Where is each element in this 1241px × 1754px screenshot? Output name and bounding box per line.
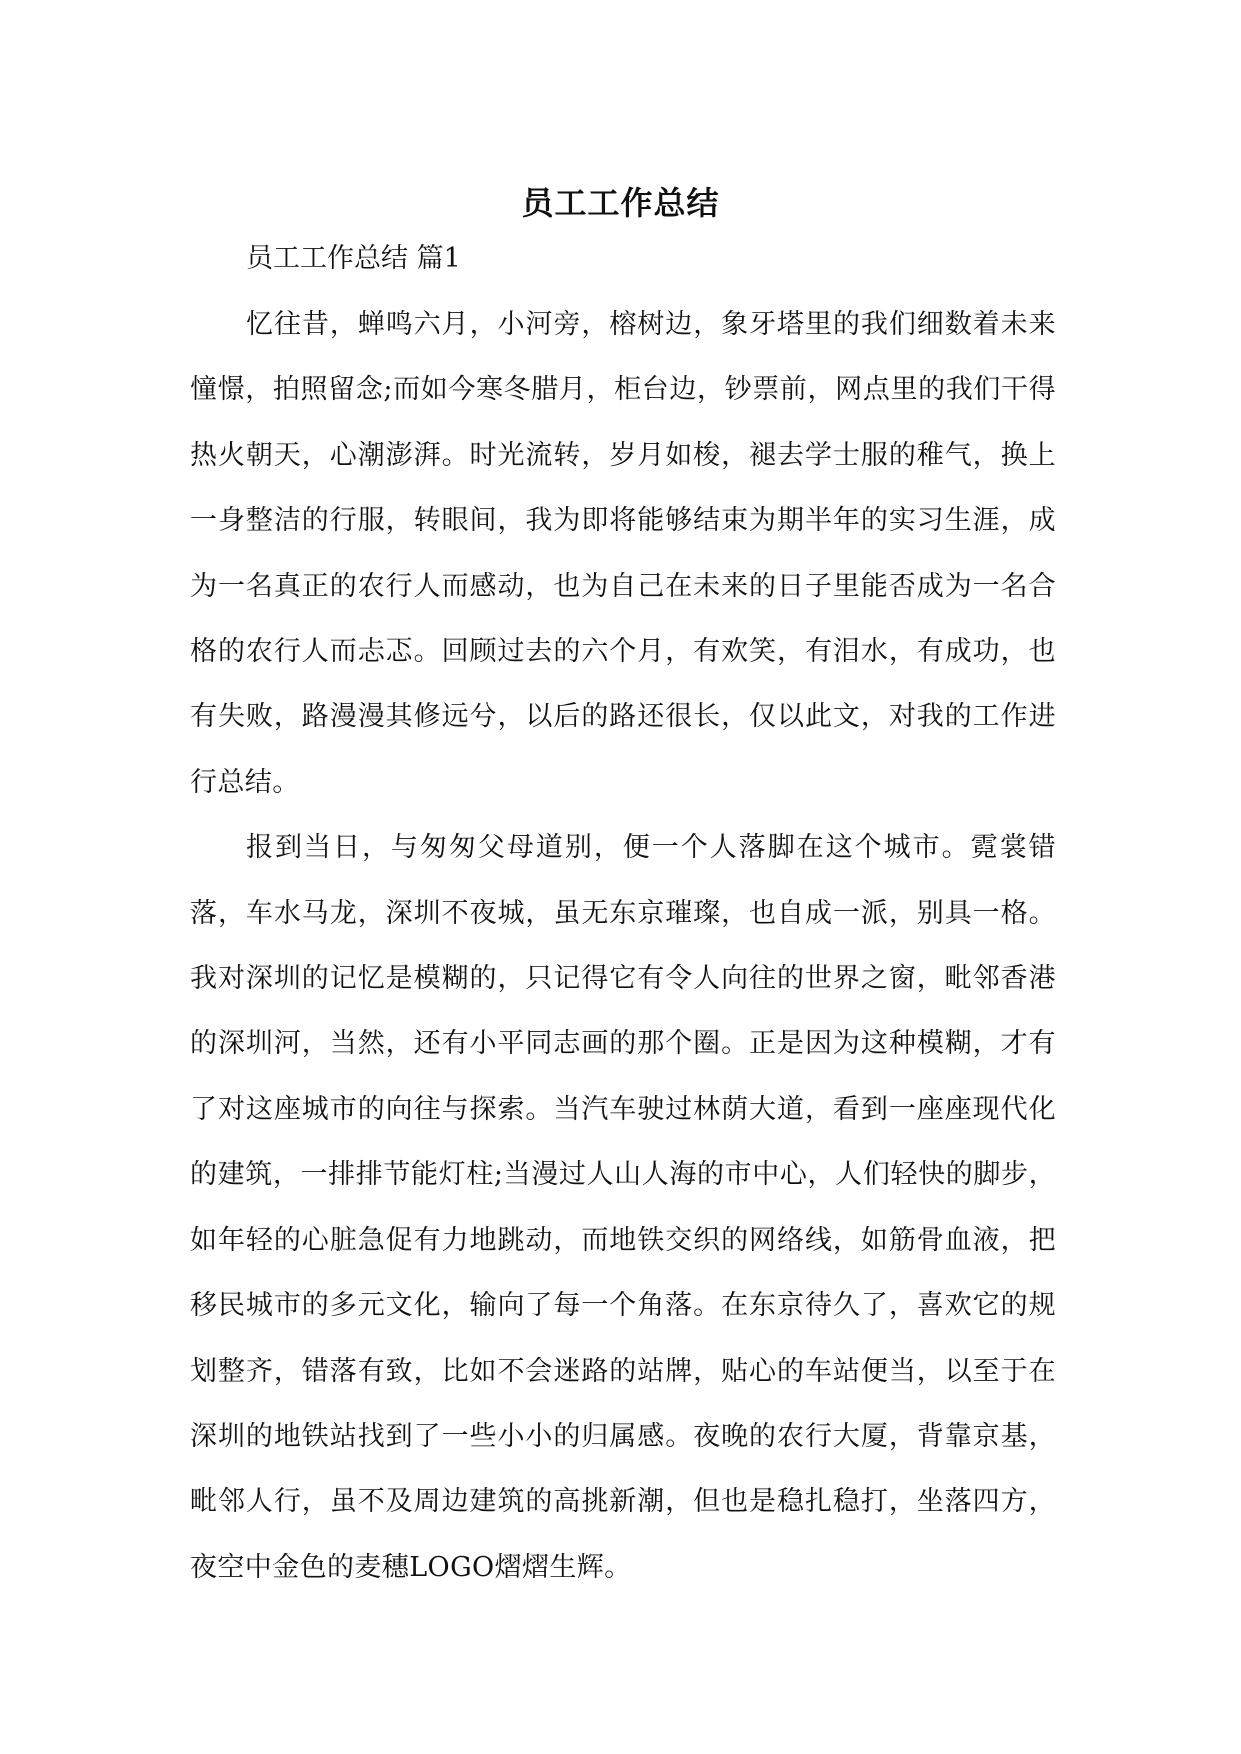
document-title: 员工工作总结 (521, 184, 720, 223)
document-body (190, 226, 1056, 1600)
paragraph-2: 报到当日，与匆匆父母道别，便一个人落脚在这个城市。霓裳错落，车水马龙，深圳不夜城，虽无东京璀璨，也自成一派，别具一格。我对深圳的记忆是模糊的，只记得它有令人向往的世界之窗，毗邻香港的深圳河，当然，还有小平同志画的那个圈。正是因为这种模糊，才有了对这座城市的向往与探索。当汽车驶过林荫大道，看到一座座现代化的建筑，一排排节能灯柱;当漫过人山人海的市中心，人们轻快的脚步，如年轻的心脏急促有力地跳动，而地铁交织的网络线，如筋骨血液，把移民城市的多元文化，输向了每一个角落。在东京待久了，喜欢它的规划整齐，错落有致，比如不会迷路的站牌，贴心的车站便当，以至于在深圳的地铁站找到了一些小小的归属感。夜晚的农行大厦，背靠京基，毗邻人行，虽不及周边建筑的高挑新潮，但也是稳扎稳打，坐落四方，夜空中金色的麦穗LOGO熠熠生辉。 (190, 832, 1056, 1583)
paragraph-1: 忆往昔，蝉鸣六月，小河旁，榕树边，象牙塔里的我们细数着未来憧憬，拍照留念;而如今寒冬腊月，柜台边，钞票前，网点里的我们干得热火朝天，心潮澎湃。时光流转，岁月如梭，褪去学士服的稚气，换上一身整洁的行服，转眼间，我为即将能够结束为期半年的实习生涯，成为一名真正的农行人而感动，也为自己在未来的日子里能否成为一名合格的农行人而忐忑。回顾过去的六个月，有欢笑，有泪水，有成功，也有失败，路漫漫其修远兮，以后的路还很长，仅以此文，对我的工作进行总结。 (190, 309, 1056, 798)
section-heading: 员工工作总结 篇1 (246, 243, 461, 274)
